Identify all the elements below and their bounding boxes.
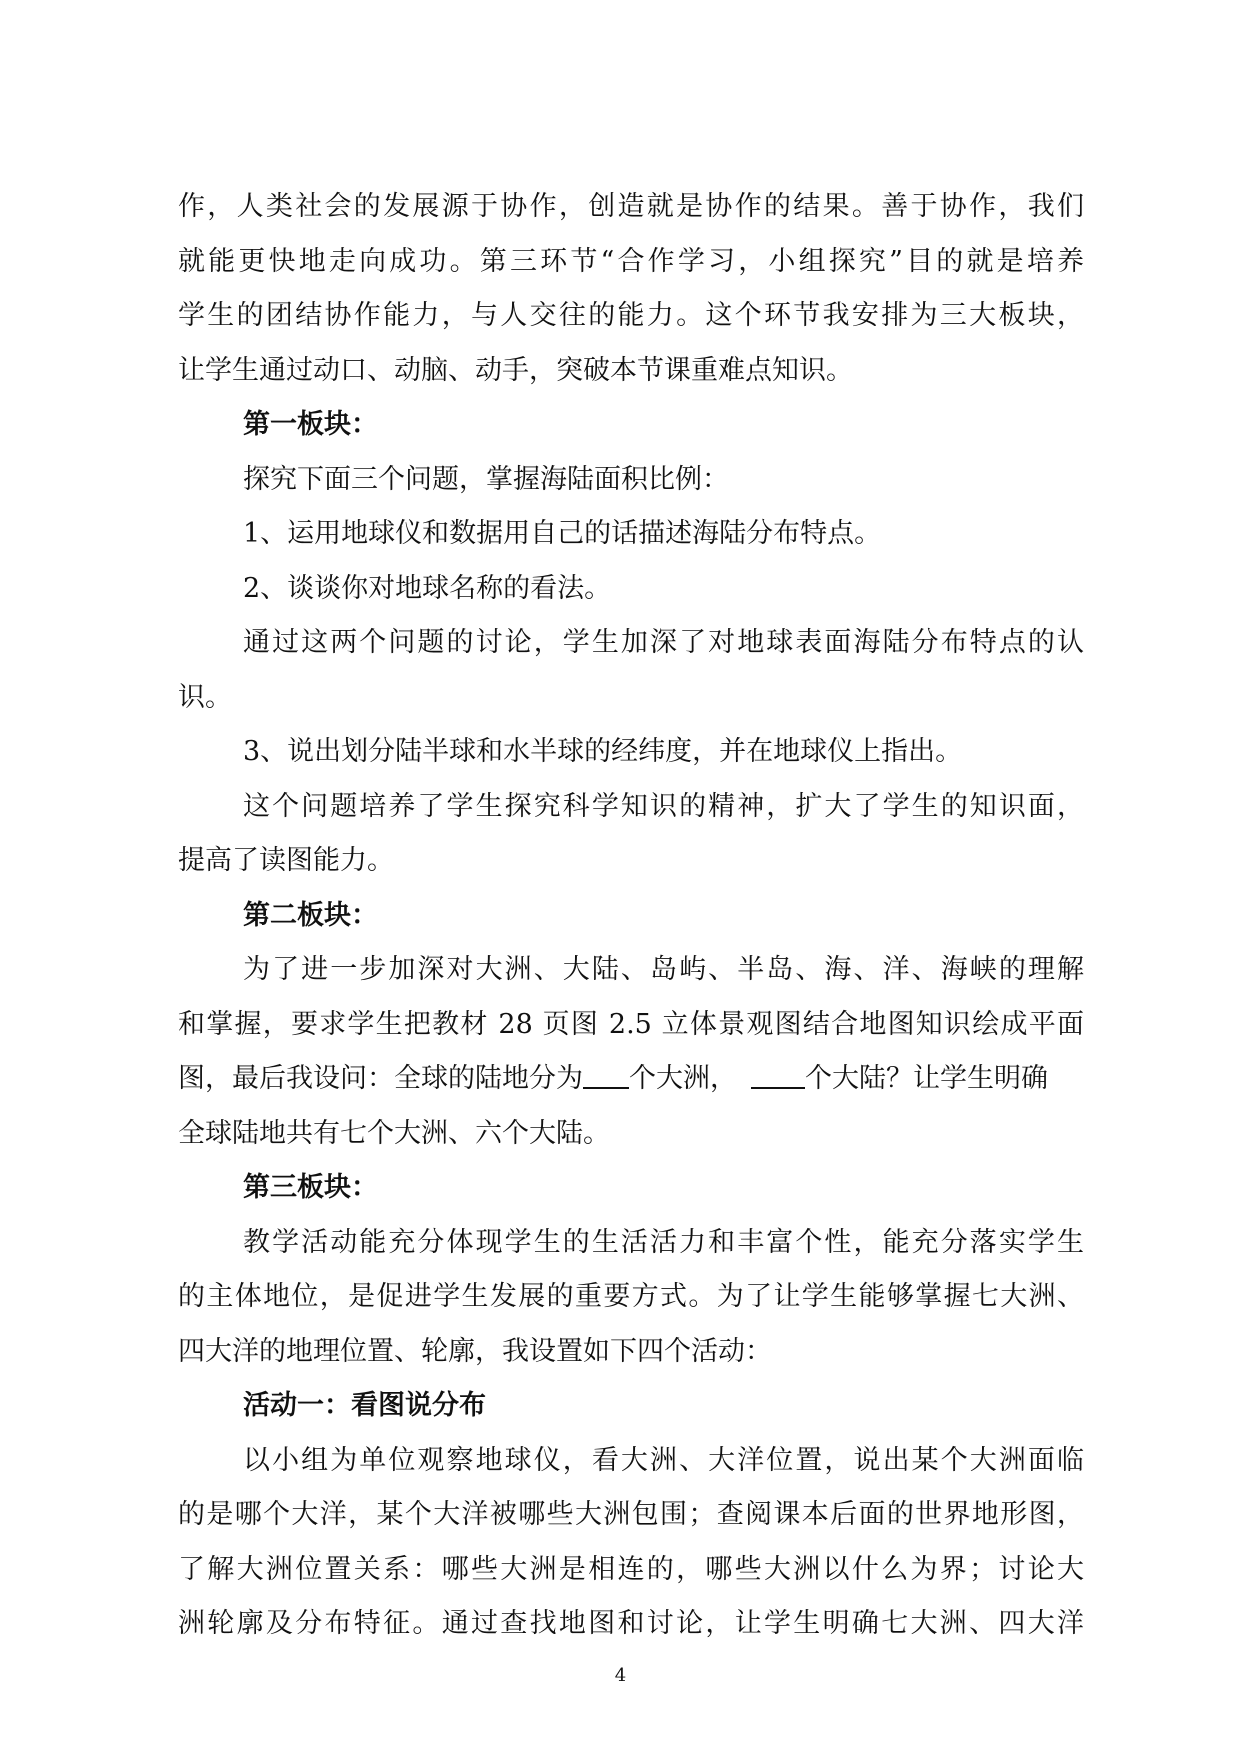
activity-heading: 活动一：看图说分布: [243, 1390, 486, 1421]
paragraph-line: 提高了读图能力。: [178, 845, 394, 876]
list-item: 2、谈谈你对地球名称的看法。: [243, 573, 612, 604]
paragraph-line: 就能更快地走向成功。第三环节“合作学习，小组探究”目的就是培养: [178, 246, 1084, 277]
list-item: 3、说出划分陆半球和水半球的经纬度，并在地球仪上指出。: [243, 736, 963, 767]
paragraph-line: 教学活动能充分体现学生的生活活力和丰富个性，能充分落实学生: [243, 1227, 1084, 1258]
paragraph-line: 以小组为单位观察地球仪，看大洲、大洋位置，说出某个大洲面临: [243, 1445, 1084, 1476]
paragraph-line: 探究下面三个问题，掌握海陆面积比例：: [243, 464, 729, 495]
paragraph-line: 的主体地位，是促进学生发展的重要方式。为了让学生能够掌握七大洲、: [178, 1281, 1084, 1312]
text-segment: 图，最后我设问：全球的陆地分为: [178, 1063, 583, 1094]
page-number: 4: [614, 1665, 627, 1686]
section-heading-block-2: 第二板块：: [243, 900, 378, 931]
text-segment: 个大洲，: [629, 1063, 737, 1094]
section-heading-block-1: 第一板块：: [243, 409, 378, 440]
paragraph-line: 洲轮廓及分布特征。通过查找地图和讨论，让学生明确七大洲、四大洋: [178, 1608, 1084, 1639]
list-item: 1、运用地球仪和数据用自己的话描述海陆分布特点。: [243, 518, 882, 549]
fill-in-blank: [751, 1059, 805, 1089]
section-heading-block-3: 第三板块：: [243, 1172, 378, 1203]
paragraph-line: 让学生通过动口、动脑、动手，突破本节课重难点知识。: [178, 355, 853, 386]
paragraph-line: 作，人类社会的发展源于协作，创造就是协作的结果。善于协作，我们: [178, 191, 1084, 222]
paragraph-line: 了解大洲位置关系：哪些大洲是相连的，哪些大洲以什么为界；讨论大: [178, 1554, 1084, 1585]
paragraph-line: 通过这两个问题的讨论，学生加深了对地球表面海陆分布特点的认: [243, 627, 1084, 658]
paragraph-line: 学生的团结协作能力，与人交往的能力。这个环节我安排为三大板块，: [178, 300, 1084, 331]
paragraph-line: 和掌握，要求学生把教材 28 页图 2.5 立体景观图结合地图知识绘成平面: [178, 1009, 1084, 1040]
paragraph-line: 为了进一步加深对大洲、大陆、岛屿、半岛、海、洋、海峡的理解: [243, 954, 1084, 985]
fill-in-blank: [583, 1059, 629, 1089]
paragraph-line-with-blanks: [178, 1059, 1241, 1099]
paragraph-line: 的是哪个大洋，某个大洋被哪些大洲包围；查阅课本后面的世界地形图，: [178, 1499, 1084, 1530]
text-segment: 个大陆？让学生明确: [805, 1063, 1048, 1094]
paragraph-line: 四大洋的地理位置、轮廓，我设置如下四个活动：: [178, 1336, 772, 1367]
paragraph-line: 这个问题培养了学生探究科学知识的精神，扩大了学生的知识面，: [243, 791, 1084, 822]
paragraph-line: 全球陆地共有七个大洲、六个大陆。: [178, 1118, 610, 1149]
paragraph-line: 识。: [178, 682, 232, 713]
